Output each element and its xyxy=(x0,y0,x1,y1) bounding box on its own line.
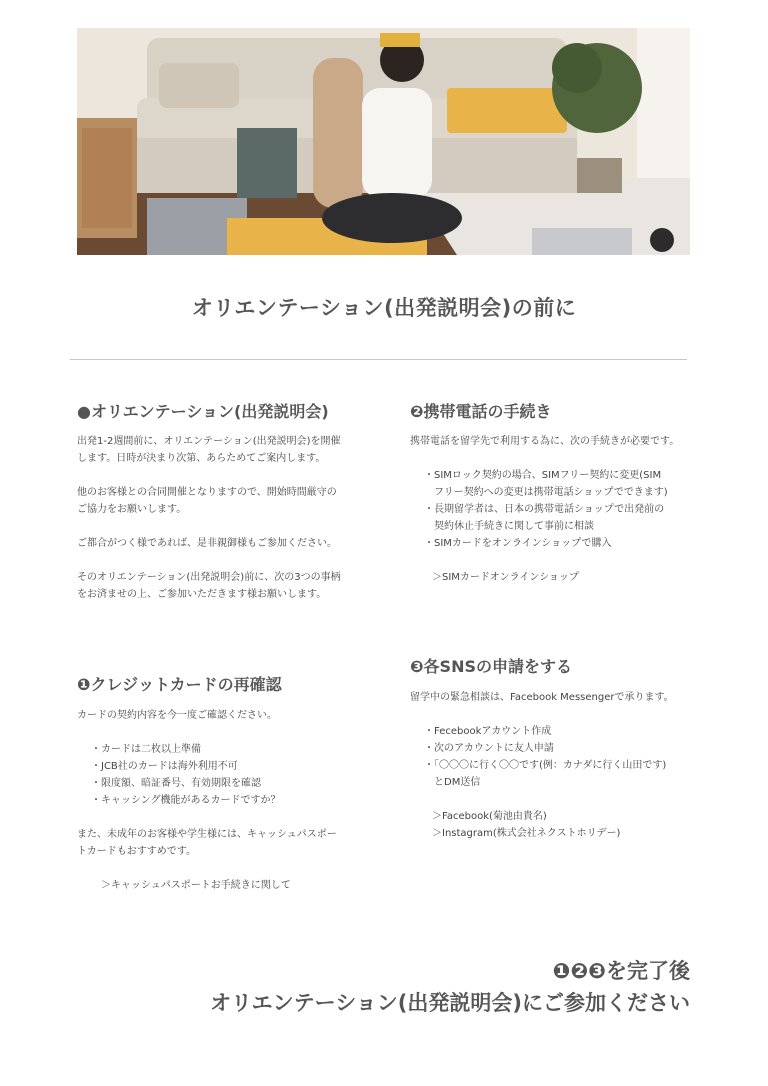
list-item: ・SIMカードをオンラインショップで購入 xyxy=(424,538,612,549)
list-item: ・限度額、暗証番号、有効期限を確認 xyxy=(91,778,261,789)
list-item: ・長期留学者は、日本の携帯電話ショップで出発前の xyxy=(424,504,665,515)
divider xyxy=(70,359,687,360)
orientation-heading: ●オリエンテーション(出発説明会) xyxy=(77,402,329,421)
orientation-line: 他のお客様との合同開催となりますので、開始時間厳守の xyxy=(77,487,337,498)
list-item: ・次のアカウントに友人申請 xyxy=(424,743,554,754)
list-item: フリー契約への変更は携帯電話ショップでできます) xyxy=(424,487,668,498)
sns-intro: 留学中の緊急相談は、Facebook Messengerで承ります。 xyxy=(410,692,674,703)
credit-note: また、未成年のお客様や学生様には、キャッシュパスポー xyxy=(77,829,337,840)
orientation-line: ご協力をお願いします。 xyxy=(77,504,187,515)
sns-body xyxy=(410,689,674,842)
cash-passport-link[interactable]: ＞キャッシュパスポートお手続きに関して xyxy=(101,880,291,891)
list-item: とDM送信 xyxy=(424,777,481,788)
page-title: オリエンテーション(出発説明会)の前に xyxy=(191,296,577,320)
phone-heading: ❷携帯電話の手続き xyxy=(410,402,552,421)
hero-photo xyxy=(77,28,690,255)
credit-intro: カードの契約内容を今一度ご確認ください。 xyxy=(77,710,277,721)
list-item: ・JCB社のカードは海外利用不可 xyxy=(91,761,238,772)
instagram-link[interactable]: ＞Instagram(株式会社ネクストホリデー) xyxy=(432,828,621,839)
credit-heading: ❶クレジットカードの再確認 xyxy=(77,675,282,694)
list-item: ・キャッシング機能があるカードですか？ xyxy=(91,795,281,806)
footer-line-1: ❶❷❸を完了後 xyxy=(552,959,690,983)
list-item: ・SIMロック契約の場合、SIMフリー契約に変更(SIM xyxy=(424,470,662,481)
orientation-line: そのオリエンテーション(出発説明会)前に、次の3つの事柄 xyxy=(77,572,341,583)
credit-note: トカードもおすすめです。 xyxy=(77,846,196,857)
orientation-line: ご都合がつく様であれば、是非親御様もご参加ください。 xyxy=(77,538,337,549)
list-item: ・Fecebookアカウント作成 xyxy=(424,726,552,737)
orientation-line: をお済ませの上、ご参加いただきます様お願いします。 xyxy=(77,589,327,600)
facebook-link[interactable]: ＞Facebook(菊池由貴名) xyxy=(432,811,547,822)
credit-body xyxy=(77,707,337,894)
orientation-line: します。日時が決まり次第、あらためてご案内します。 xyxy=(77,453,326,464)
sim-shop-link[interactable]: ＞SIMカードオンラインショップ xyxy=(432,572,579,583)
list-item: 契約休止手続きに関して事前に相談 xyxy=(424,521,594,532)
phone-intro: 携帯電話を留学先で利用する為に、次の手続きが必要です。 xyxy=(410,436,680,447)
orientation-line: 出発1-2週間前に、オリエンテーション(出発説明会)を開催 xyxy=(77,436,341,447)
list-item: ・カードは二枚以上準備 xyxy=(91,744,201,755)
list-item: ・「〇〇〇に行く〇〇です(例：カナダに行く山田です) xyxy=(424,760,667,771)
hero-illustration xyxy=(77,28,690,255)
sns-heading: ❸各SNSの申請をする xyxy=(410,657,572,676)
orientation-body xyxy=(77,433,341,603)
phone-body xyxy=(410,433,679,586)
footer-line-2: オリエンテーション(出発説明会)にご参加ください xyxy=(210,991,690,1015)
